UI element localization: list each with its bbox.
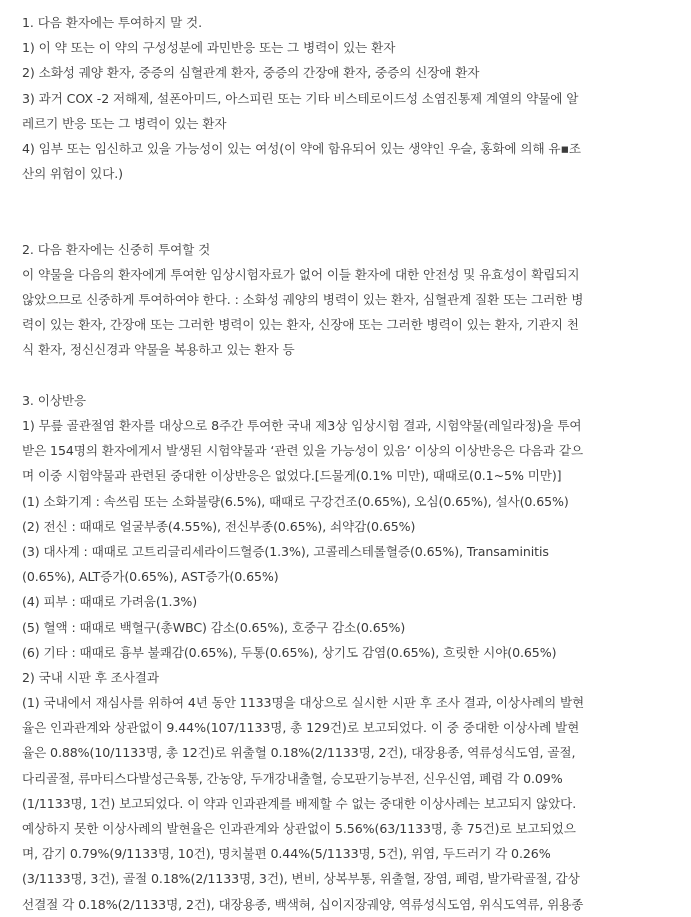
paragraph-gap bbox=[22, 186, 686, 211]
section-adverse-reactions bbox=[22, 388, 686, 917]
paragraph-gap bbox=[22, 212, 686, 237]
text-line: (4) 피부 : 때때로 가려움(1.3%) bbox=[22, 594, 198, 610]
section-heading: 1. 다음 환자에는 투여하지 말 것. bbox=[22, 15, 203, 30]
text-line: 력이 있는 환자, 간장애 또는 그러한 병력이 있는 환자, 신장애 또는 그러한 병력이 있는 환자, 기관지 천 bbox=[22, 317, 579, 333]
section-heading: 3. 이상반응 bbox=[22, 392, 86, 408]
text-line: (2) 전신 : 때때로 얼굴부종(4.55%), 전신부종(0.65%), 쇠약감(0.65%) bbox=[22, 518, 416, 534]
text-line: 다리골절, 류마티스다발성근육통, 간농양, 두개강내출혈, 승모판기능부전, 신우신염, 폐렴 각 0.09% bbox=[22, 770, 563, 786]
text-line: (1) 국내에서 재심사를 위하여 4년 동안 1133명을 대상으로 실시한 시판 후 조사 결과, 이상사례의 발현 bbox=[22, 695, 585, 711]
text-line: 식 환자, 정신신경과 약물을 복용하고 있는 환자 등 bbox=[22, 342, 295, 358]
subsection-heading: 2) 국내 시판 후 조사결과 bbox=[22, 669, 159, 685]
text-line: 레르기 반응 또는 그 병력이 있는 환자 bbox=[22, 115, 227, 131]
text-line: 선결절 각 0.18%(2/1133명, 2건), 대장용종, 백색혀, 십이지장궤양, 역류성식도염, 위식도역류, 위용종 bbox=[22, 896, 584, 912]
text-line: (5) 혈액 : 때때로 백혈구(총WBC) 감소(0.65%), 호중구 감소(0.65%) bbox=[22, 619, 406, 635]
text-line: (3/1133명, 3건), 골절 0.18%(2/1133명, 3건), 변비, 상복부통, 위출혈, 장염, 폐렴, 발가락골절, 갑상 bbox=[22, 871, 580, 887]
section-contraindications bbox=[22, 10, 686, 186]
text-line: (1) 소화기계 : 속쓰림 또는 소화불량(6.5%), 때때로 구강건조(0.65%), 오심(0.65%), 설사(0.65%) bbox=[22, 493, 569, 509]
text-line: 받은 154명의 환자에게서 발생된 시험약물과 ‘관련 있을 가능성이 있음’ 이상의 이상반응은 다음과 같으 bbox=[22, 443, 584, 459]
text-line: (1/1133명, 1건) 보고되었다. 이 약과 인과관계를 배제할 수 없는 중대한 이상사례는 보고되지 않았다. bbox=[22, 795, 577, 811]
document-body bbox=[22, 0, 686, 917]
text-line: 4) 임부 또는 임신하고 있을 가능성이 있는 여성(이 약에 함유되어 있는 생약인 우슬, 홍화에 의해 유▪조 bbox=[22, 140, 581, 156]
text-line: 1) 이 약 또는 이 약의 구성성분에 과민반응 또는 그 병력이 있는 환자 bbox=[22, 40, 396, 56]
text-line: 않았으므로 신중하게 투여하여야 한다. : 소화성 궤양의 병력이 있는 환자, 심혈관계 질환 또는 그러한 병 bbox=[22, 292, 584, 308]
text-line bbox=[22, 0, 686, 10]
text-line: 3) 과거 COX -2 저해제, 설폰아미드, 아스피린 또는 기타 비스테로이드성 소염진통제 계열의 약물에 알 bbox=[22, 90, 579, 106]
text-line: 며 이중 시험약물과 관련된 중대한 이상반응은 없었다.[드물게(0.1% 미만), 때때로(0.1~5% 미만)] bbox=[22, 468, 562, 484]
text-line: (6) 기타 : 때때로 흉부 불쾌감(0.65%), 두통(0.65%), 상기도 감염(0.65%), 흐릿한 시야(0.65%) bbox=[22, 644, 557, 660]
section-careful-administration bbox=[22, 237, 686, 363]
text-line: 2) 소화성 궤양 환자, 중증의 심혈관계 환자, 중증의 간장애 환자, 중증의 신장애 환자 bbox=[22, 65, 480, 81]
text-line: (3) 대사계 : 때때로 고트리글리세라이드혈증(1.3%), 고콜레스테롤혈증(0.65%), Transaminitis bbox=[22, 543, 549, 559]
text-line: (0.65%), ALT증가(0.65%), AST증가(0.65%) bbox=[22, 569, 279, 585]
text-line: 율은 인과관계와 상관없이 9.44%(107/1133명, 총 129건)로 보고되었다. 이 중 중대한 이상사례 발현 bbox=[22, 720, 580, 736]
text-line: 산의 위험이 있다.) bbox=[22, 166, 123, 182]
section-heading: 2. 다음 환자에는 신중히 투여할 것 bbox=[22, 241, 211, 257]
text-line: 1) 무릎 골관절염 환자를 대상으로 8주간 투여한 국내 제3상 임상시험 결과, 시험약물(레일라정)을 투여 bbox=[22, 418, 582, 433]
text-line: 이 약물을 다음의 환자에게 투여한 임상시험자료가 없어 이들 환자에 대한 안전성 및 유효성이 확립되지 bbox=[22, 266, 580, 282]
text-line: 며, 감기 0.79%(9/1133명, 10건), 명치불편 0.44%(5/1133명, 5건), 위염, 두드러기 각 0.26% bbox=[22, 846, 551, 862]
text-line: 율은 0.88%(10/1133명, 총 12건)로 위출혈 0.18%(2/1133명, 2건), 대장용종, 역류성식도염, 골절, bbox=[22, 745, 576, 761]
paragraph-gap bbox=[22, 363, 686, 388]
text-line: 예상하지 못한 이상사례의 발현율은 인과관계와 상관없이 5.56%(63/1133명, 총 75건)로 보고되었으 bbox=[22, 821, 576, 836]
